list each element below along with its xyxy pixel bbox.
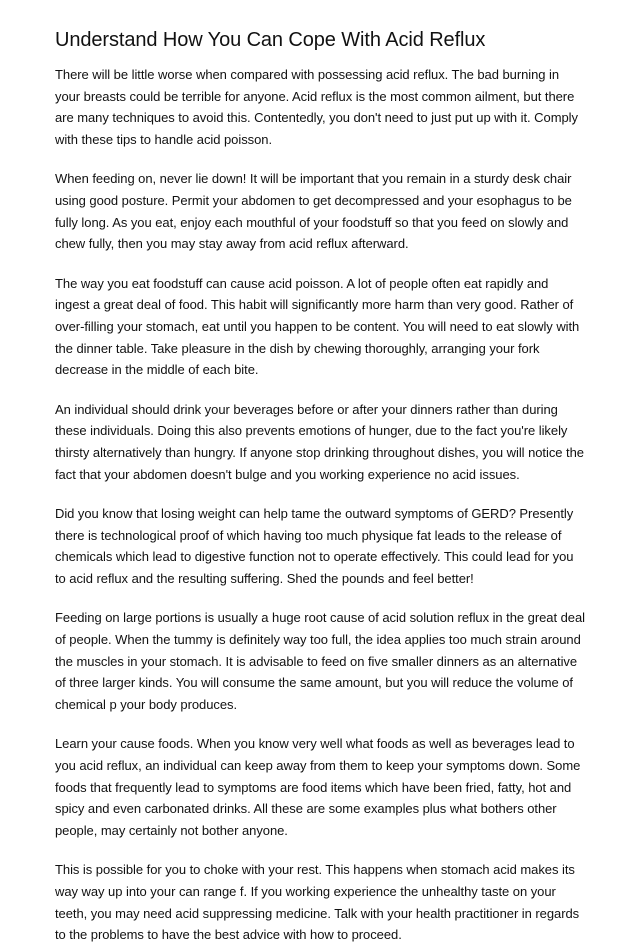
paragraph-line: with these tips to handle acid poisson. (55, 131, 273, 147)
paragraph-line: teeth, you may need acid suppressing medicine. Talk with your health practitioner in regards (55, 905, 580, 921)
paragraph-line: Did you know that losing weight can help tame the outward symptoms of GERD? Presently (55, 506, 574, 522)
paragraph-line: to acid reflux and the resulting suffering. Shed the pounds and feel better! (55, 570, 474, 586)
paragraph-line: your breasts could be terrible for anyone. Acid reflux is the most common ailment, but there (55, 88, 575, 104)
paragraph-line: these individuals. Doing this also prevents emotions of hunger, due to the fact you're likely (55, 423, 568, 439)
paragraph-line: people, may certainly not bother anyone. (55, 822, 288, 838)
paragraph-line: fact that your abdomen doesn't bulge and you working experience no acid issues. (55, 466, 520, 482)
paragraph (55, 168, 608, 254)
document-title: Understand How You Can Cope With Acid Reflux (55, 29, 486, 51)
paragraph-line: thirsty alternatively than hungry. If anyone stop drinking throughout dishes, you will notice the (55, 444, 584, 460)
paragraph (55, 503, 608, 589)
paragraph-line: chemical p your body produces. (55, 696, 238, 712)
paragraph-line: This is possible for you to choke with your rest. This happens when stomach acid makes its (55, 862, 575, 878)
paragraph-line: foods that frequently lead to symptoms are food items which have been fried, fatty, hot and (55, 779, 572, 795)
paragraph-line: chew fully, then you may stay away from acid reflux afterward. (55, 236, 409, 252)
paragraph-line: There will be little worse when compared with possessing acid reflux. The bad burning in (55, 67, 560, 82)
paragraph (55, 399, 608, 485)
paragraph-line: spicy and even carbonated drinks. All these are some examples plus what bothers other (55, 801, 557, 817)
paragraph (55, 607, 608, 715)
paragraph-line: Feeding on large portions is usually a huge root cause of acid solution reflux in the great deal (55, 610, 585, 626)
paragraph (55, 273, 608, 381)
paragraph-line: ingest a great deal of food. This habit will significantly more harm than very good. Rather of (55, 297, 574, 313)
paragraph-line: you acid reflux, an individual can keep away from them to keep your symptoms down. Some (55, 758, 581, 774)
paragraph-line: way way up into your can range f. If you working experience the unhealthy taste on your (55, 884, 556, 899)
paragraph (55, 64, 608, 150)
paragraph-line: are many techniques to avoid this. Contentedly, you don't need to just put up with it. Comply (55, 110, 578, 126)
paragraph-line: When feeding on, never lie down! It will be important that you remain in a sturdy desk chair (55, 171, 572, 187)
paragraph-line: to the problems to have the best advice with how to proceed. (55, 927, 402, 943)
paragraph-line: the dinner table. Take pleasure in the dish by chewing thoroughly, arranging your fork (55, 340, 540, 356)
paragraph-line: chemicals which lead to digestive function not to operate effectively. This could lead for you (55, 549, 574, 565)
paragraph-line: An individual should drink your beverages before or after your dinners rather than during (55, 401, 558, 417)
paragraph-line: Learn your cause foods. When you know very well what foods as well as beverages lead to (55, 736, 575, 752)
paragraph-line: fully long. As you eat, enjoy each mouthful of your foodstuff so that you feed on slowly and (55, 214, 569, 230)
paragraph (55, 733, 608, 841)
document-body (55, 64, 608, 946)
paragraph-line: of three larger kinds. You will consume the same amount, but you will reduce the volume of (55, 675, 573, 691)
paragraph-line: The way you eat foodstuff can cause acid poisson. A lot of people often eat rapidly and (55, 275, 549, 291)
paragraph-line: over-filling your stomach, eat until you happen to be content. You will need to eat slowly with (55, 318, 580, 334)
paragraph-line: the muscles in your stomach. It is advisable to feed on five smaller dinners as an alternative (55, 653, 578, 669)
paragraph-line: of people. When the tummy is definitely way too full, the idea applies too much strain around (55, 632, 581, 648)
paragraph-line: there is technological proof of which having too much physique fat leads to the release of (55, 527, 562, 543)
paragraph-line: decrease in the middle of each bite. (55, 362, 259, 378)
paragraph-line: using good posture. Permit your abdomen to get decompressed and your esophagus to be (55, 192, 572, 208)
